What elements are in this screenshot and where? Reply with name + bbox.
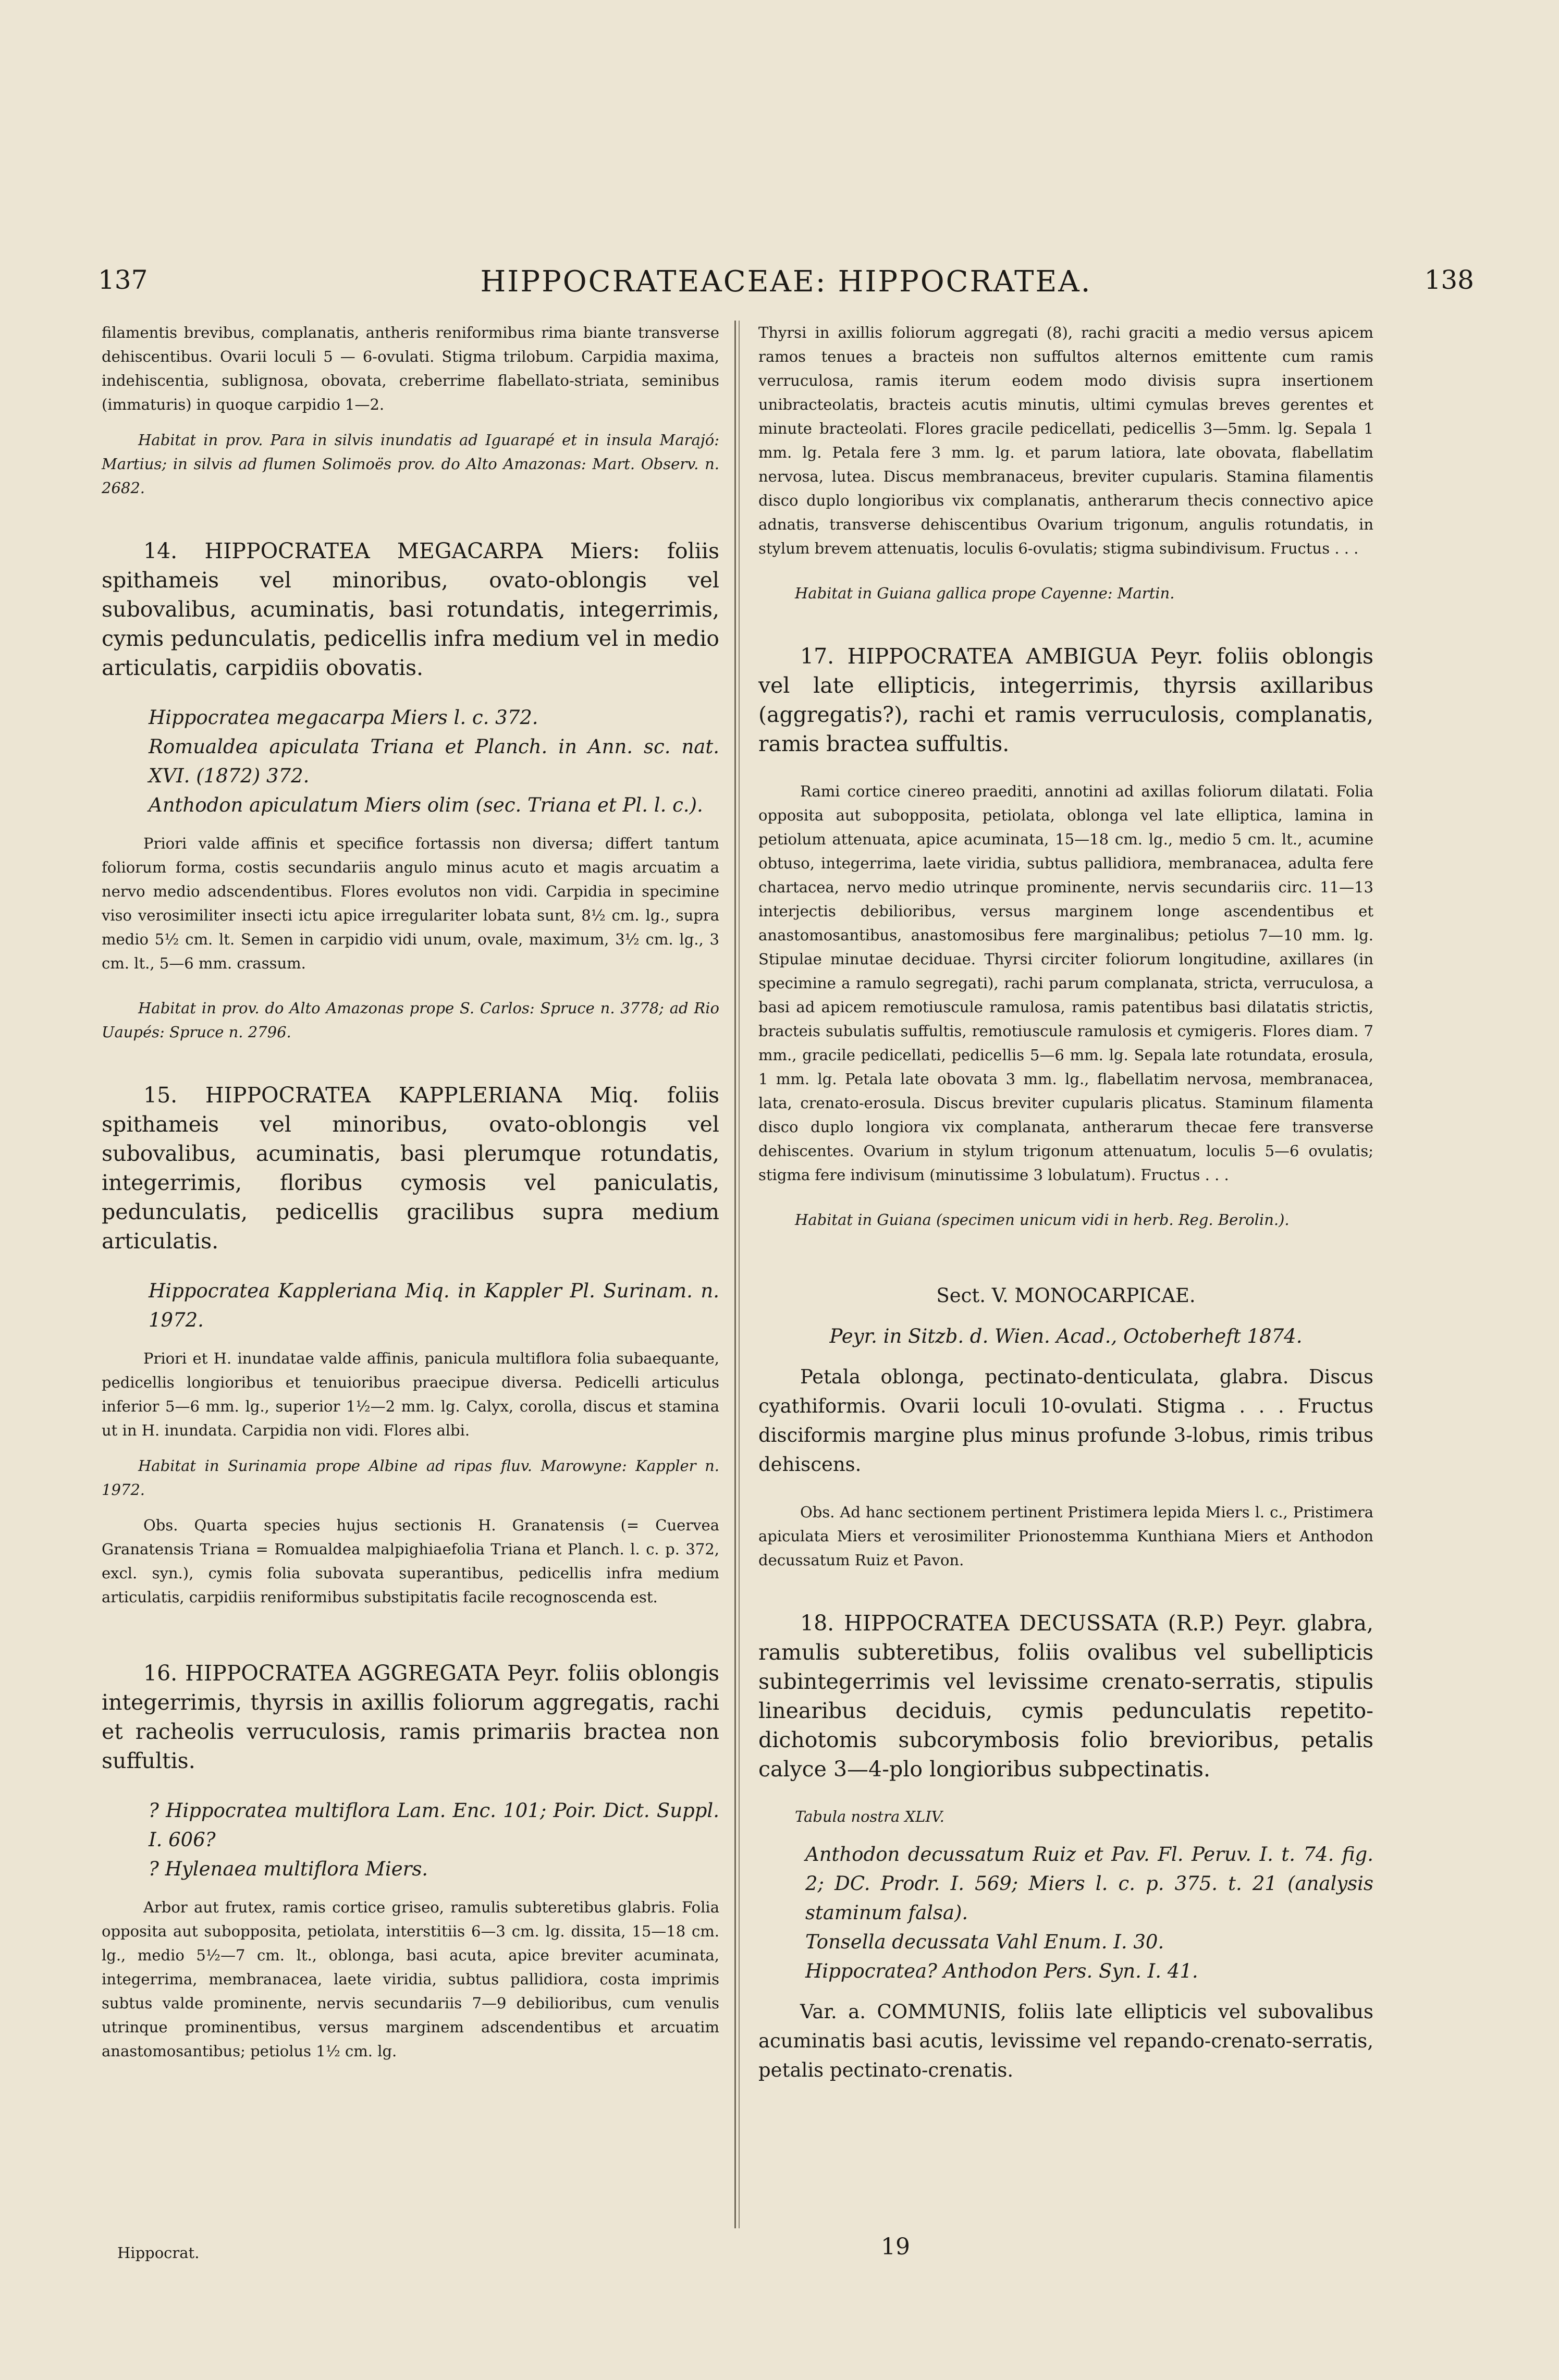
species-16-diagnosis: 16. HIPPOCRATEA AGGREGATA Peyr. foliis oblongis integerrimis, thyrsis in axillis foliorum aggregatis, rachi et racheolis verruculosis, ramis primariis bractea non suffultis. (102, 1661, 719, 1773)
right-column (758, 321, 1373, 2085)
synonym-14c: Anthodon apiculatum Miers olim (sec. Triana et Pl. l. c.). (149, 794, 703, 816)
column-rule-inner (739, 321, 740, 2228)
species-17-description: Rami cortice cinereo praediti, annotini ad axillas foliorum dilatati. Folia opposita aut subopposita, petiolata, oblonga vel late elliptica, lamina in petiolum attenuata, apice acuminata, 15—18 cm. lg., medio 5 cm. lt., acumine obtuso, integerrima, laete viridia, subtus pallidiora, membranacea, adulta fere chartacea, nervo medio utrinque prominente, nervis secundariis circ. 11—13 interjectis debilioribus, versus marginem longe ascendentibus et anastomosantibus, anastomosibus fere marginalibus; petiolus 7—10 mm. lg. Stipulae minutae deciduae. Thyrsi circiter foliorum longitudine, axillares (in specimine a ramulo segregati), rachi parum complanata, stricta, verruculosa, a basi ad apicem remotiuscule ramulosa, ramis patentibus basi dilatatis strictis, bracteis subulatis suffultis, remotiuscule ramulosis et cymigeris. Flores diam. 7 mm., gracile pedicellati, pedicellis 5—6 mm. lg. Sepala late rotundata, erosula, 1 mm. lg. Petala late obovata 3 mm. lg., flabellatim nervosa, membranacea, lata, crenato-erosula. Discus breviter cupularis plicatus. Staminum filamenta disco duplo longiora vix complanata, antherarum thecae fere transverse dehiscentes. Ovarium in stylum trigonum attenuatum, loculis 5—6 ovulatis; stigma fere indivisum (minutissime 3 lobulatum). Fructus . . . (758, 782, 1373, 1184)
signature-mark: 19 (881, 2234, 910, 2260)
page-number-right: 138 (1424, 265, 1474, 295)
synonym-14a: Hippocratea megacarpa Miers l. c. 372. (149, 706, 538, 729)
species-18-diagnosis: 18. HIPPOCRATEA DECUSSATA (R.P.) Peyr. glabra, ramulis subteretibus, foliis ovalibus vel subellipticis subintegerrimis vel levissime crenato-serratis, stipulis linearibus deciduis, cymis pedunculatis repetito-dichotomis subcorymbosis folio brevioribus, petalis calyce 3—4-plo longioribus subpectinatis. (758, 1611, 1373, 1782)
species-17-diagnosis: 17. HIPPOCRATEA AMBIGUA Peyr. foliis oblongis vel late ellipticis, integerrimis, thyrsis axillaribus (aggregatis?), rachi et ramis verruculosis, complanatis, ramis bractea suffultis. (758, 644, 1373, 756)
catchword: Hippocrat. (117, 2244, 200, 2262)
synonym-18a: Anthodon decussatum Ruiz et Pav. Fl. Peruv. I. t. 74. fig. 2; DC. Prodr. I. 569; Miers l. c. p. 375. t. 21 (analysis staminum falsa). (805, 1843, 1373, 1924)
synonym-14b: Romualdea apiculata Triana et Planch. in Ann. sc. nat. XVI. (1872) 372. (149, 735, 719, 787)
section-reference: Peyr. in Sitzb. d. Wien. Acad., Octoberheft 1874. (829, 1325, 1303, 1347)
synonym-16b: ? Hylenaea multiflora Miers. (149, 1858, 428, 1880)
synonym-18c: Hippocratea? Anthodon Pers. Syn. I. 41. (805, 1960, 1198, 1982)
section-heading: Sect. V. MONOCARPICAE. (936, 1284, 1196, 1307)
page-number-left: 137 (98, 265, 148, 295)
continued-description: filamentis brevibus, complanatis, antheris reniformibus rima biante transverse dehiscentibus. Ovarii loculi 5 — 6-ovulati. Stigma trilobum. Carpidia maxima, indehiscentia, sublignosa, obovata, creberrime flabellato-striata, seminibus (immaturis) in quoque carpidio 1—2. (102, 324, 719, 413)
observation-15: Obs. Quarta species hujus sectionis H. Granatensis (= Cuervea Granatensis Triana = Romualdea malpighiaefolia Triana et Planch. l. c. p. 372, excl. syn.), cymis folia subovata superantibus, pedicellis infra medium articulatis, carpidiis reniformibus substipitatis facile recognoscenda est. (102, 1516, 719, 1606)
running-title: HIPPOCRATEACEAE: HIPPOCRATEA. (480, 265, 1092, 299)
left-column (102, 321, 719, 2063)
species-15-diagnosis: 15. HIPPOCRATEA KAPPLERIANA Miq. foliis spithameis vel minoribus, ovato-oblongis vel subovalibus, acuminatis, basi plerumque rotundatis, integerrimis, floribus cymosis vel paniculatis, pedunculatis, pedicellis gracilibus supra medium articulatis. (102, 1083, 719, 1254)
species-16-description: Arbor aut frutex, ramis cortice griseo, ramulis subteretibus glabris. Folia opposita aut subopposita, petiolata, interstitiis 6—3 cm. lg. dissita, 15—18 cm. lg., medio 5½—7 cm. lt., oblonga, basi acuta, apice breviter acuminata, integerrima, membranacea, laete viridia, subtus pallidiora, costa imprimis subtus valde prominente, nervis secundariis 7—9 debilioribus, cum venulis utrinque prominentibus, versus marginem adscendentibus et arcuatim anastomosantibus; petiolus 1½ cm. lg. (102, 1898, 719, 2060)
habitat-17: Habitat in Guiana (specimen unicum vidi in herb. Reg. Berolin.). (795, 1211, 1290, 1229)
section-observation: Obs. Ad hanc sectionem pertinent Pristimera lepida Miers l. c., Pristimera apiculata Miers et verosimiliter Prionostemma Kunthiana Miers et Anthodon decussatum Ruiz et Pavon. (758, 1503, 1373, 1569)
column-rule (734, 321, 736, 2228)
species-14-description: Priori valde affinis et specifice fortassis non diversa; differt tantum foliorum forma, costis secundariis angulo minus acuto et magis arcuatim a nervo medio adscendentibus. Flores evolutos non vidi. Carpidia in specimine viso verosimiliter insecti ictu apice irregulariter lobata sunt, 8½ cm. lg., supra medio 5½ cm. lt. Semen in carpidio vidi unum, ovale, maximum, 3½ cm. lg., 3 cm. lt., 5—6 mm. crassum. (102, 835, 719, 972)
species-15-description: Priori et H. inundatae valde affinis, panicula multiflora folia subaequante, pedicellis longioribus et tenuioribus praecipue diversa. Pedicelli articulus inferior 5—6 mm. lg., superior 1½—2 mm. lg. Calyx, corolla, discus et stamina ut in H. inundata. Carpidia non vidi. Flores albi. (102, 1350, 719, 1439)
synonym-15: Hippocratea Kappleriana Miq. in Kappler Pl. Surinam. n. 1972. (149, 1280, 719, 1331)
variety-a: Var. a. COMMUNIS, foliis late ellipticis vel subovalibus acuminatis basi acutis, levissime vel repando-crenato-serratis, petalis pectinato-crenatis. (758, 2001, 1373, 2081)
species-14-diagnosis: 14. HIPPOCRATEA MEGACARPA Miers: foliis spithameis vel minoribus, ovato-oblongis vel subovalibus, acuminatis, basi rotundatis, integerrimis, cymis pedunculatis, pedicellis infra medium vel in medio articulatis, carpidiis obovatis. (102, 538, 719, 680)
plate-reference: Tabula nostra XLIV. (795, 1808, 944, 1825)
species-16-description-cont: Thyrsi in axillis foliorum aggregati (8), rachi graciti a medio versus apicem ramos tenues a bracteis non suffultos alternos emittente cum ramis verruculosa, ramis iterum eodem modo divisis supra insertionem unibracteolatis, bracteis acutis minutis, ultimi cymulas breves gerentes et minute bracteolati. Flores gracile pedicellati, pedicellis 3—5mm. lg. Sepala 1 mm. lg. Petala fere 3 mm. lg. et parum latiora, late obovata, flabellatim nervosa, lutea. Discus membranaceus, breviter cupularis. Stamina filamentis disco duplo longioribus vix complanatis, antherarum thecis connectivo apice adnatis, transverse dehiscentibus Ovarium trigonum, angulis rotundatis, in stylum brevem attenuatis, loculis 6-ovulatis; stigma subindivisum. Fructus . . . (758, 324, 1373, 557)
synonym-18b: Tonsella decussata Vahl Enum. I. 30. (805, 1931, 1164, 1953)
running-header (98, 265, 1474, 306)
synonym-16a: ? Hippocratea multiflora Lam. Enc. 101; Poir. Dict. Suppl. I. 606? (149, 1799, 719, 1851)
section-description: Petala oblonga, pectinato-denticulata, glabra. Discus cyathiformis. Ovarii loculi 10-ovulati. Stigma . . . Fructus disciformis margine plus minus profunde 3-lobus, rimis tribus dehiscens. (758, 1366, 1373, 1476)
habitat-15: Habitat in Surinamia prope Albine ad ripas fluv. Marowyne: Kappler n. 1972. (102, 1457, 719, 1499)
habitat-16: Habitat in Guiana gallica prope Cayenne: Martin. (795, 584, 1175, 602)
habitat-13: Habitat in prov. Para in silvis inundatis ad Iguarapé et in insula Marajó: Martius; in silvis ad flumen Solimoës prov. do Alto Amazonas: Mart. Observ. n. 2682. (102, 431, 719, 497)
habitat-14: Habitat in prov. do Alto Amazonas prope S. Carlos: Spruce n. 3778; ad Rio Uaupés: Spruce n. 2796. (102, 999, 719, 1041)
